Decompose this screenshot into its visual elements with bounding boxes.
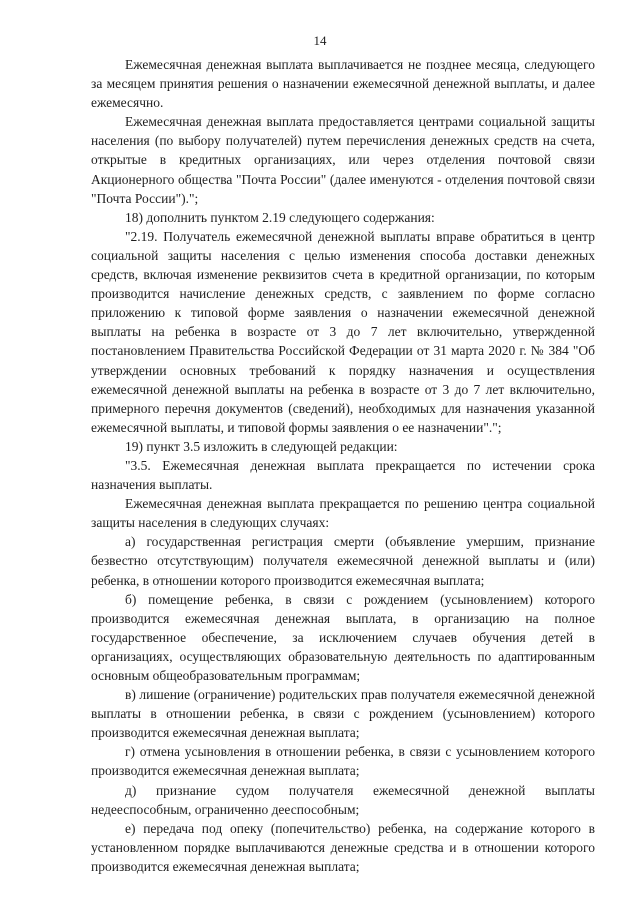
paragraph-clause-2-19: "2.19. Получатель ежемесячной денежной выплаты вправе обратиться в центр социальной защиты населения с целью изменения способа доставки денежных средств, включая изменение реквизитов счета в кредитной организации, по которым производится начисление денежных средств, с заявлением по форме согласно приложению к типовой форме заявления о назначении ежемесячной денежной выплаты на ребенка в возрасте от 3 до 7 лет включительно, утвержденной постановлением Правительства Российской Федерации от 31 марта 2020 г. № 384 "Об утверждении основных требований к порядку назначения и осуществления ежемесячной денежной выплаты на ребенка в возрасте от 3 до 7 лет включительно, примерного перечня документов (сведений), необходимых для назначения указанной ежемесячной выплаты, и типовой формы заявления о ее назначении"."; (91, 228, 595, 435)
list-item-v: в) лишение (ограничение) родительских прав получателя ежемесячной денежной выплаты в отношении ребенка, в связи с рождением (усыновлением) которого производится ежемесячная денежная выплата; (91, 687, 595, 741)
paragraph-item-19: 19) пункт 3.5 изложить в следующей редакции: (125, 438, 398, 454)
paragraph-termination-cases: Ежемесячная денежная выплата прекращается по решению центра социальной защиты населения в следующих случаях: (91, 496, 595, 531)
list-item-e: е) передача под опеку (попечительство) ребенка, на содержание которого в установленном порядке выплачиваются денежные средства и в отношении которого производится ежемесячная денежная выплата; (91, 820, 595, 874)
paragraph-clause-3-5: "3.5. Ежемесячная денежная выплата прекращается по истечении срока назначения выплаты. (91, 457, 595, 493)
list-item-a: а) государственная регистрация смерти (объявление умершим, признание безвестно отсутствующим) получателя ежемесячной денежной выплаты и (или) ребенка, в отношении которого производится ежемесячная выплата; (91, 534, 595, 588)
list-item-d: д) признание судом получателя ежемесячной денежной выплаты недееспособным, ограниченно дееспособным; (91, 782, 595, 817)
paragraph-payment-timing: Ежемесячная денежная выплата выплачивается не позднее месяца, следующего за месяцем принятия решения о назначении ежемесячной денежной выплаты, и далее ежемесячно. (91, 57, 595, 111)
paragraph-payment-delivery: Ежемесячная денежная выплата предоставляется центрами социальной защиты населения (по выбору получателей) путем перечисления денежных средств на счета, открытые в кредитных организациях, или через отделения почтовой связи Акционерного общества "Почта России" (далее именуются - отделения почтовой связи "Почта России")."; (91, 114, 595, 206)
document-body (91, 55, 595, 876)
list-item-g: г) отмена усыновления в отношении ребенка, в связи с усыновлением которого производится ежемесячная денежная выплата; (91, 744, 595, 779)
page-number: 14 (313, 33, 327, 48)
list-item-b: б) помещение ребенка, в связи с рождением (усыновлением) которого производится ежемесячная денежная выплата, в организацию на полное государственное обеспечение, за исключением случаев обучения детей в организациях, осуществляющих образовательную деятельность по адаптированным основным общеобразовательным программам; (91, 591, 595, 683)
paragraph-item-18: 18) дополнить пунктом 2.19 следующего содержания: (125, 209, 435, 225)
